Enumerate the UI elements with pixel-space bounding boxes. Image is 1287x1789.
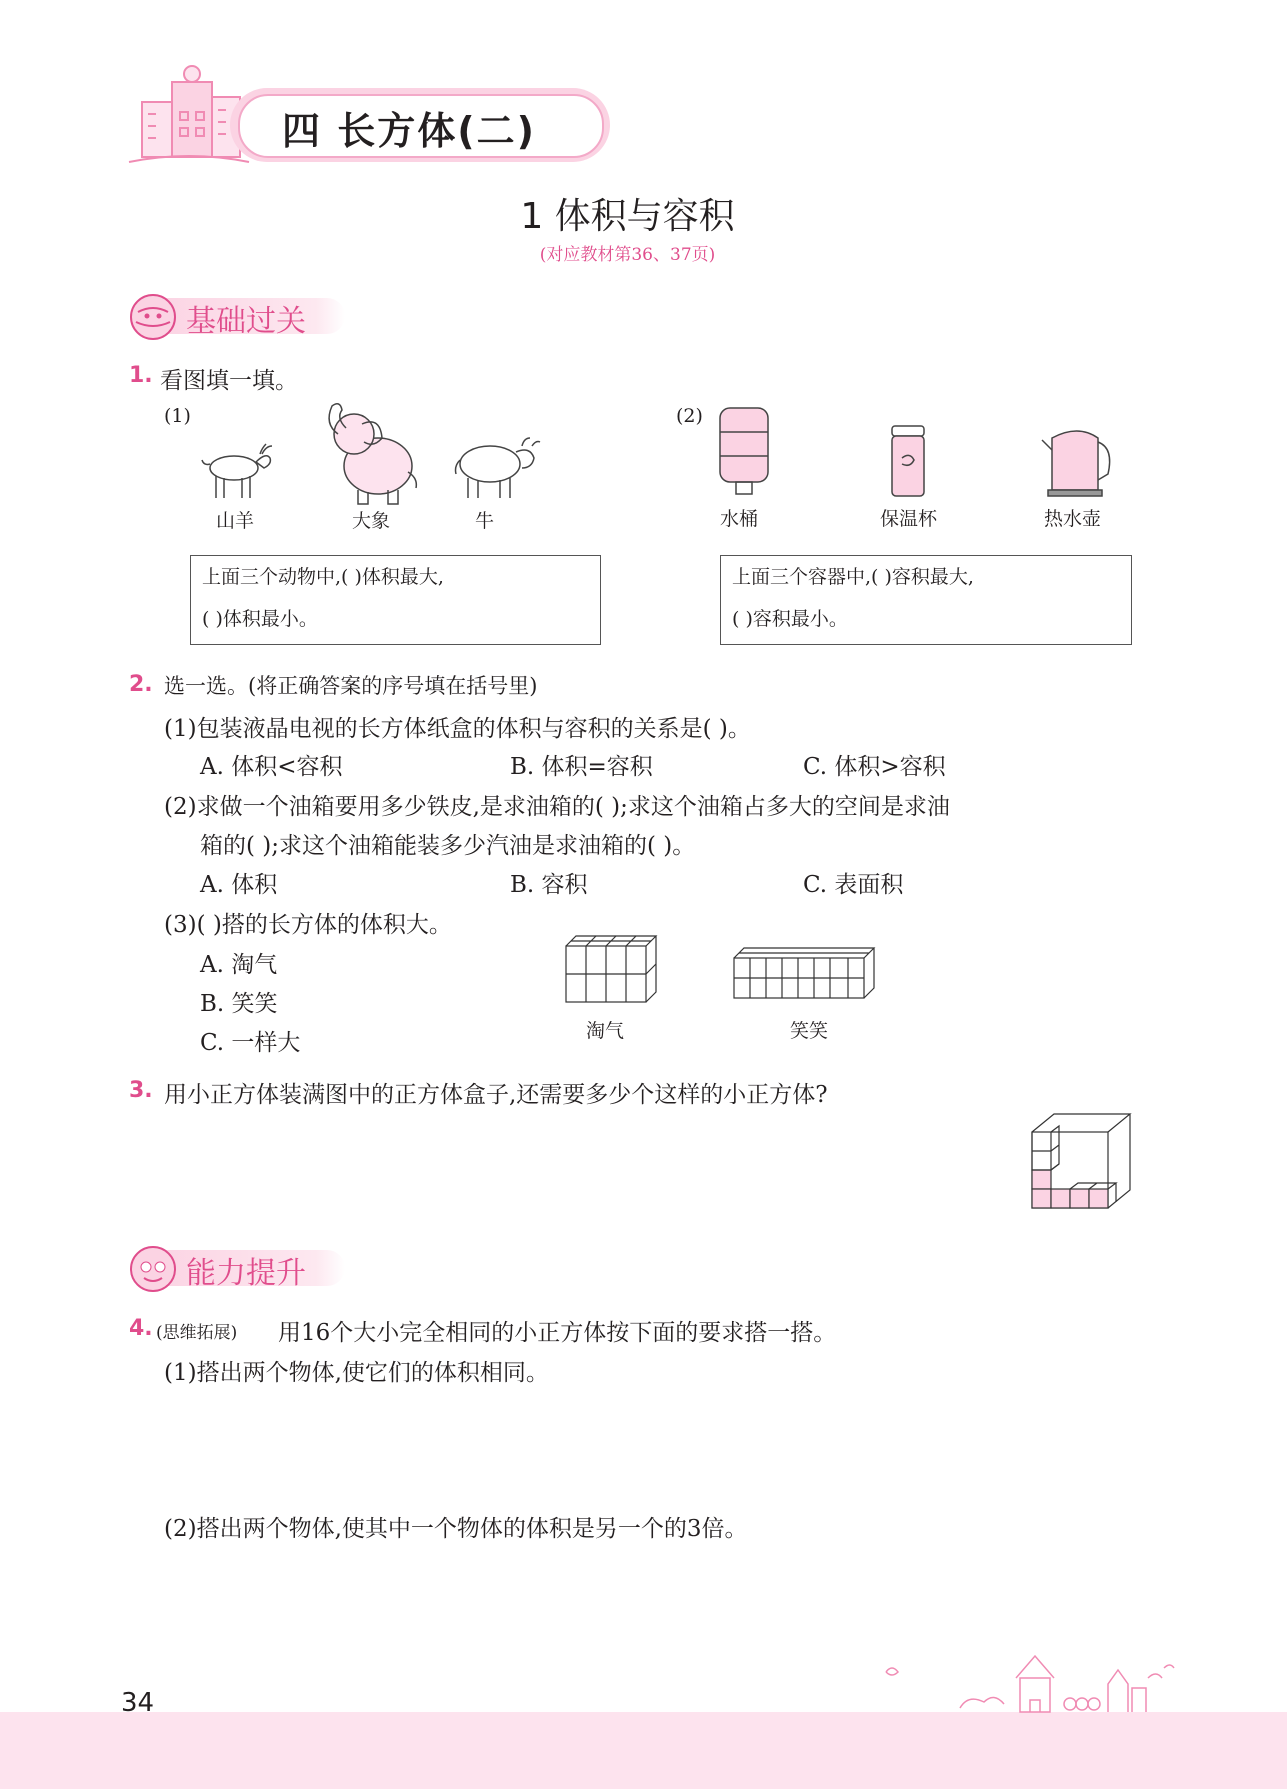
answer-box-animals-line1[interactable]: 上面三个动物中,( )体积最大, xyxy=(202,566,444,588)
answer-box-containers-line2[interactable]: ( )容积最小。 xyxy=(732,608,848,630)
subquestion-3: (3)( )搭的长方体的体积大。 xyxy=(164,912,452,938)
option-a[interactable]: A. 体积 xyxy=(200,872,278,898)
option-c[interactable]: C. 表面积 xyxy=(803,872,904,898)
answer-box-animals-line2[interactable]: ( )体积最小。 xyxy=(202,608,318,630)
water-bucket-icon xyxy=(714,402,774,506)
thermos-cup-icon xyxy=(888,422,928,506)
xiaoxiao-cuboid-figure xyxy=(730,944,880,1008)
chapter-title: 四 长方体(二) xyxy=(282,109,536,153)
subquestion-2-line2: 箱的( );求这个油箱能装多少汽油是求油箱的( )。 xyxy=(200,833,696,859)
option-a[interactable]: A. 体积<容积 xyxy=(200,754,343,780)
electric-kettle-icon xyxy=(1038,420,1118,504)
option-b[interactable]: B. 体积=容积 xyxy=(510,754,653,780)
option-a[interactable]: A. 淘气 xyxy=(200,952,278,978)
goat-icon xyxy=(198,430,278,509)
question-number: 1. xyxy=(129,363,153,388)
part-label: (2) xyxy=(676,405,703,427)
figure-label-xiaoxiao: 笑笑 xyxy=(790,1020,829,1042)
elephant-icon xyxy=(318,398,423,512)
lesson-title: 1 体积与容积 xyxy=(520,196,735,237)
question-number: 3. xyxy=(129,1078,153,1103)
subquestion-2-line1: (2)求做一个油箱要用多少铁皮,是求油箱的( );求这个油箱占多大的空间是求油 xyxy=(164,794,950,820)
globe-mascot-icon xyxy=(128,292,178,346)
animal-label-cow: 牛 xyxy=(475,510,495,532)
monkey-mascot-icon xyxy=(128,1244,178,1298)
question-tag: (思维拓展) xyxy=(156,1323,238,1343)
taoqi-cuboid-figure xyxy=(562,932,662,1016)
answer-box-containers-line1[interactable]: 上面三个容器中,( )容积最大, xyxy=(732,566,974,588)
subquestion-2: (2)搭出两个物体,使其中一个物体的体积是另一个的3倍。 xyxy=(164,1516,748,1542)
section-title-basic: 基础过关 xyxy=(186,304,306,339)
option-c[interactable]: C. 一样大 xyxy=(200,1030,301,1056)
question-prompt: 选一选。(将正确答案的序号填在括号里) xyxy=(164,674,538,698)
animal-label-elephant: 大象 xyxy=(352,510,391,532)
container-label-kettle: 热水壶 xyxy=(1044,508,1102,530)
section-title-advanced: 能力提升 xyxy=(186,1256,306,1291)
subquestion-1: (1)包装液晶电视的长方体纸盒的体积与容积的关系是( )。 xyxy=(164,716,751,742)
question-number: 4. xyxy=(129,1316,153,1341)
subquestion-1: (1)搭出两个物体,使它们的体积相同。 xyxy=(164,1360,549,1386)
option-b[interactable]: B. 容积 xyxy=(510,872,588,898)
question-prompt: 看图填一填。 xyxy=(160,368,298,394)
animal-label-goat: 山羊 xyxy=(216,510,255,532)
figure-label-taoqi: 淘气 xyxy=(586,1020,625,1042)
cube-box-figure xyxy=(1028,1112,1132,1216)
part-label: (1) xyxy=(164,405,191,427)
lesson-reference: (对应教材第36、37页) xyxy=(539,245,716,265)
footer-town-illustration xyxy=(880,1648,1180,1722)
footer-band xyxy=(0,1712,1287,1789)
container-label-thermos: 保温杯 xyxy=(880,508,938,530)
question-number: 2. xyxy=(129,672,153,697)
option-b[interactable]: B. 笑笑 xyxy=(200,991,278,1017)
container-label-bucket: 水桶 xyxy=(720,508,759,530)
question-prompt: 用16个大小完全相同的小正方体按下面的要求搭一搭。 xyxy=(278,1320,837,1346)
page-number: 34 xyxy=(121,1688,155,1718)
question-prompt: 用小正方体装满图中的正方体盒子,还需要多少个这样的小正方体? xyxy=(164,1082,828,1108)
option-c[interactable]: C. 体积>容积 xyxy=(803,754,946,780)
cow-icon xyxy=(452,426,542,510)
